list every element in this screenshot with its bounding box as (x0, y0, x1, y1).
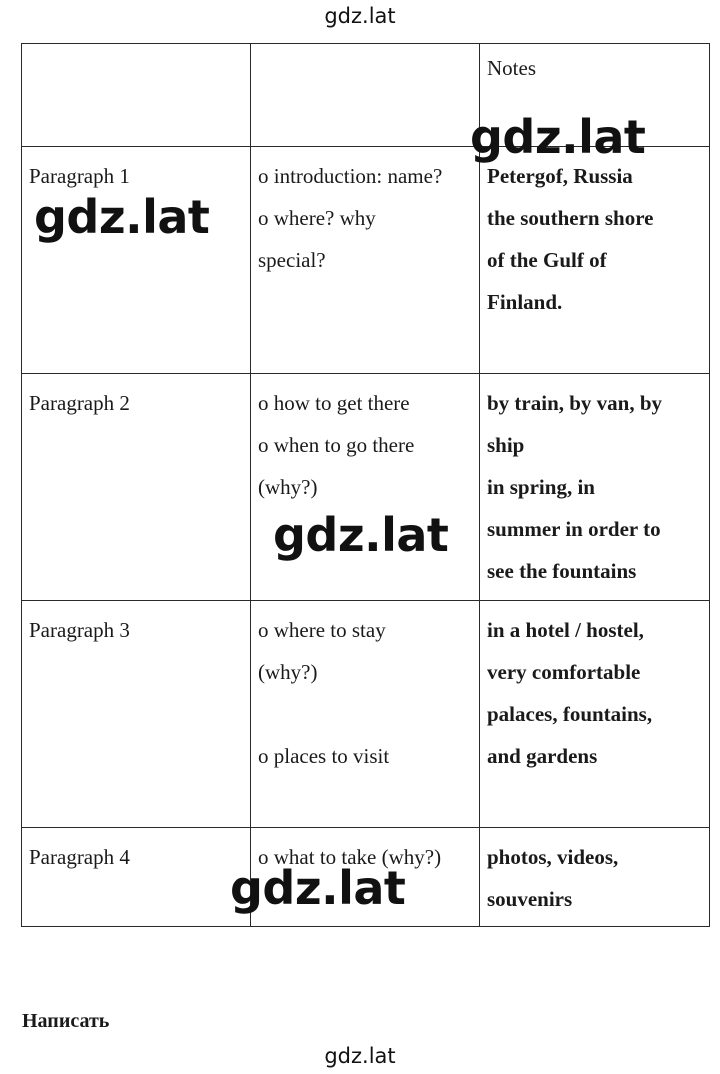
watermark-overlay: gdz.lat (273, 508, 449, 562)
note-line: the southern shore (487, 206, 654, 230)
prompt-cell (251, 601, 480, 828)
prompt-cell (251, 374, 480, 601)
note-line: Petergof, Russia (487, 164, 633, 188)
watermark-overlay: gdz.lat (34, 190, 210, 244)
header-cell-empty-1 (22, 44, 251, 147)
prompt-line: o where? why (258, 206, 376, 230)
notes-cell (480, 374, 710, 601)
note-line: in a hotel / hostel, (487, 618, 644, 642)
note-line: by train, by van, by (487, 391, 663, 415)
prompt-spacer (258, 693, 472, 735)
table-row (22, 147, 710, 374)
header-cell-empty-2 (251, 44, 480, 147)
prompt-line: o how to get there (258, 391, 410, 415)
note-line: of the Gulf of (487, 248, 607, 272)
note-line: summer in order to (487, 517, 661, 541)
watermark-bottom: gdz.lat (324, 1044, 396, 1068)
notes-cell (480, 828, 710, 927)
note-line: and gardens (487, 744, 598, 768)
note-line: see the fountains (487, 559, 637, 583)
notes-cell (480, 601, 710, 828)
prompt-cell (251, 147, 480, 374)
note-line: Finland. (487, 290, 563, 314)
paragraph-label: Paragraph 1 (22, 147, 251, 374)
prompt-line: (why?) (258, 475, 318, 499)
header-cell-notes: Notes (480, 44, 710, 147)
note-line: souvenirs (487, 887, 573, 911)
prompt-line: o where to stay (258, 618, 386, 642)
prompt-line: (why?) (258, 660, 318, 684)
note-line: ship (487, 433, 525, 457)
watermark-overlay: gdz.lat (230, 861, 406, 915)
watermark-top: gdz.lat (324, 4, 396, 28)
note-line: photos, videos, (487, 845, 619, 869)
prompt-line: o introduction: name? (258, 164, 443, 188)
paragraph-label: Paragraph 4 (22, 828, 251, 927)
paragraph-label: Paragraph 3 (22, 601, 251, 828)
prompt-line: special? (258, 248, 326, 272)
watermark-overlay: gdz.lat (470, 110, 646, 164)
notes-cell (480, 147, 710, 374)
note-line: very comfortable (487, 660, 641, 684)
table-row (22, 374, 710, 601)
prompt-line: o places to visit (258, 744, 390, 768)
write-link[interactable]: Написать (22, 1010, 110, 1032)
note-line: palaces, fountains, (487, 702, 653, 726)
paragraph-label: Paragraph 2 (22, 374, 251, 601)
prompt-line: o what to take (why?) (258, 845, 442, 869)
table-row (22, 601, 710, 828)
essay-plan-table (21, 43, 710, 927)
prompt-line: o when to go there (258, 433, 415, 457)
note-line: in spring, in (487, 475, 595, 499)
